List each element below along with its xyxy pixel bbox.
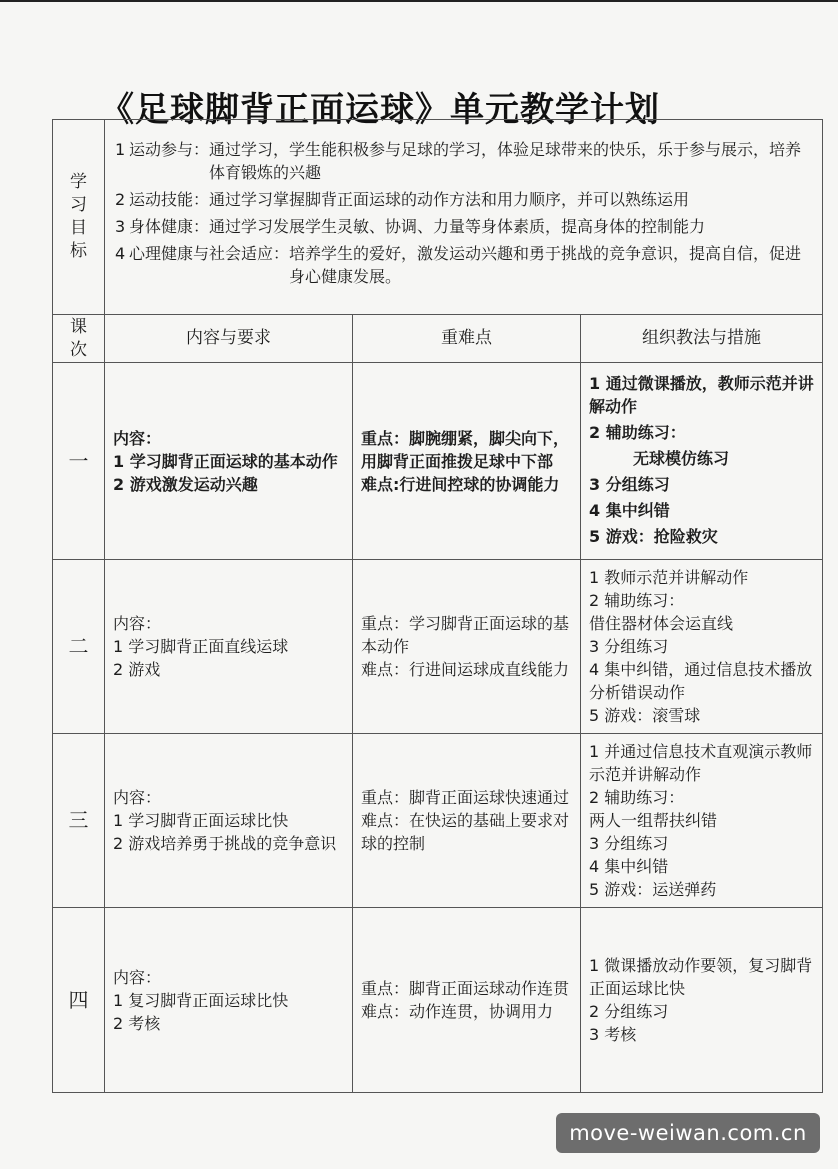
header-row bbox=[53, 315, 823, 363]
objective-item: 1 运动参与： 通过学习，学生能积极参与足球的学习，体验足球带来的快乐，乐于参与展示，培养体育锻炼的兴趣 bbox=[115, 140, 802, 182]
lesson-row-1 bbox=[53, 363, 823, 560]
lesson-number: 四 bbox=[53, 908, 105, 1093]
lesson-keypoints: 重点：脚背正面运球动作连贯 难点：动作连贯，协调用力 bbox=[353, 908, 581, 1093]
lesson-row-2 bbox=[53, 560, 823, 734]
objectives-row bbox=[53, 120, 823, 315]
lesson-methods: 1 微课播放动作要领，复习脚背正面运球比快 2 分组练习 3 考核 bbox=[581, 908, 823, 1093]
lesson-content: 内容： 1 复习脚背正面运球比快 2 考核 bbox=[105, 908, 353, 1093]
header-content: 内容与要求 bbox=[105, 315, 353, 363]
lesson-keypoints: 重点：脚腕绷紧，脚尖向下，用脚背正面推拨足球中下部 难点:行进间控球的协调能力 bbox=[353, 363, 581, 560]
lesson-content: 内容： 1 学习脚背正面运球比快 2 游戏培养勇于挑战的竞争意识 bbox=[105, 734, 353, 908]
lesson-methods: 1 通过微课播放，教师示范并讲解动作 2 辅助练习： 无球模仿练习 3 分组练习 4 集中纠错 5 游戏：抢险救灾 bbox=[581, 363, 823, 560]
objectives-label bbox=[53, 120, 105, 315]
lesson-content: 内容： 1 学习脚背正面运球的基本动作 2 游戏激发运动兴趣 bbox=[105, 363, 353, 560]
page-title: 《足球脚背正面运球》单元教学计划 bbox=[100, 90, 660, 130]
lesson-keypoints: 重点：学习脚背正面运球的基本动作 难点：行进间运球成直线能力 bbox=[353, 560, 581, 734]
lesson-number: 一 bbox=[53, 363, 105, 560]
lesson-content: 内容： 1 学习脚背正面直线运球 2 游戏 bbox=[105, 560, 353, 734]
teaching-plan-table bbox=[52, 119, 823, 1093]
objective-item: 2 运动技能： 通过学习掌握脚背正面运球的动作方法和用力顺序，并可以熟练运用 bbox=[115, 190, 690, 209]
lesson-row-4 bbox=[53, 908, 823, 1093]
header-methods: 组织教法与措施 bbox=[581, 315, 823, 363]
header-keypoints: 重难点 bbox=[353, 315, 581, 363]
top-border-line bbox=[0, 0, 838, 2]
objective-item: 4 心理健康与社会适应： 培养学生的爱好，激发运动兴趣和勇于挑战的竞争意识，提高自信，促进身心健康发展。 bbox=[115, 244, 802, 286]
header-lesson: 课次 bbox=[53, 315, 105, 363]
objectives-label-text: 学习目标 bbox=[70, 172, 87, 261]
objectives-list bbox=[105, 120, 823, 315]
lesson-number: 二 bbox=[53, 560, 105, 734]
lesson-number: 三 bbox=[53, 734, 105, 908]
objective-item: 3 身体健康： 通过学习发展学生灵敏、协调、力量等身体素质，提高身体的控制能力 bbox=[115, 217, 706, 236]
lesson-methods: 1 教师示范并讲解动作 2 辅助练习： 借住器材体会运直线 3 分组练习 4 集中纠错，通过信息技术播放分析错误动作 5 游戏：滚雪球 bbox=[581, 560, 823, 734]
lesson-methods: 1 并通过信息技术直观演示教师示范并讲解动作 2 辅助练习： 两人一组帮扶纠错 3 分组练习 4 集中纠错 5 游戏：运送弹药 bbox=[581, 734, 823, 908]
watermark-badge: move-weiwan.com.cn bbox=[556, 1113, 820, 1153]
lesson-keypoints: 重点：脚背正面运球快速通过 难点：在快运的基础上要求对球的控制 bbox=[353, 734, 581, 908]
lesson-row-3 bbox=[53, 734, 823, 908]
